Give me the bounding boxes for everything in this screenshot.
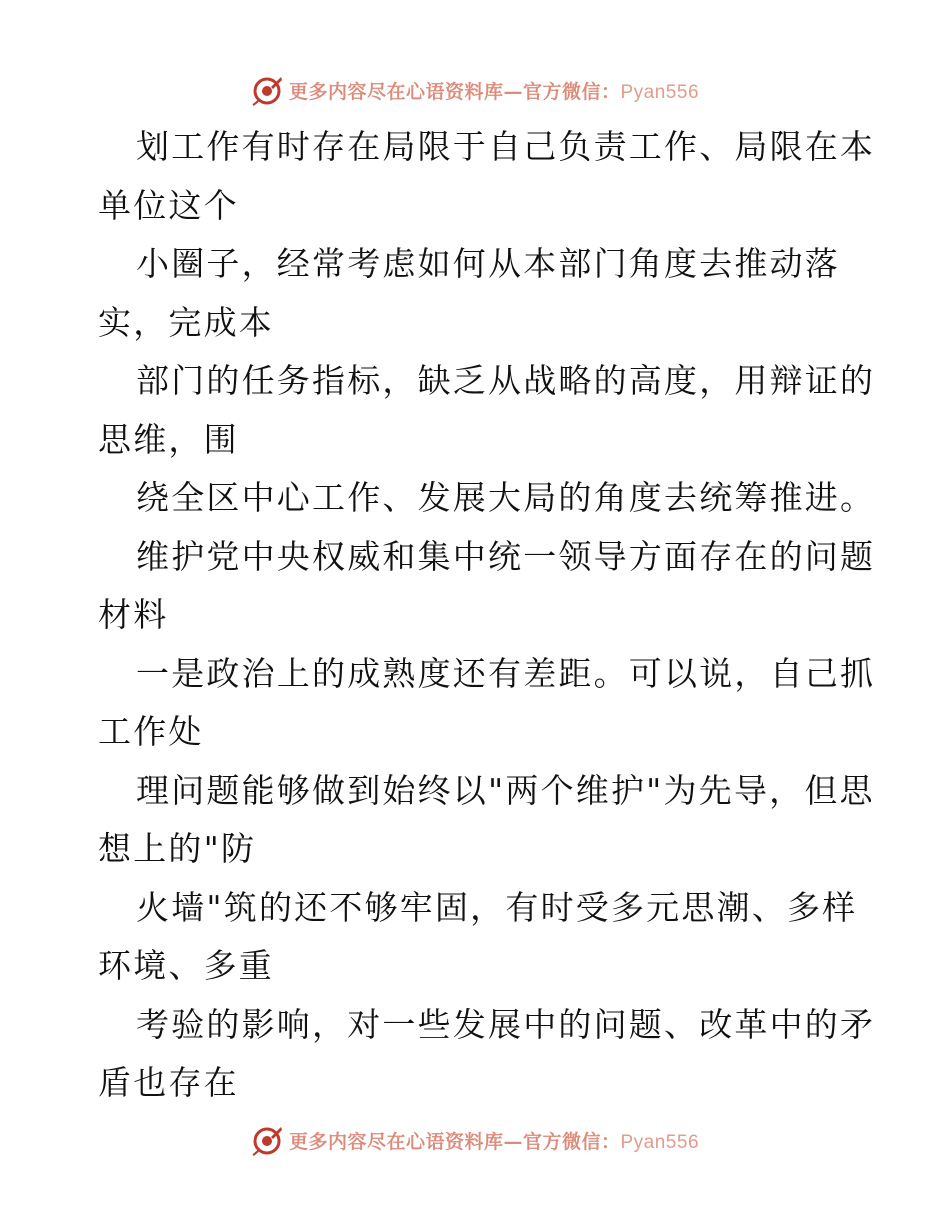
body-line: 划工作有时存在局限于自己负责工作、局限在本	[136, 127, 876, 166]
footer-banner-label: 更多内容尽在心语资料库—官方微信：	[288, 1130, 621, 1153]
body-line: 单位这个	[98, 185, 239, 225]
body-line: 实，完成本	[98, 302, 274, 342]
body-line: 绕全区中心工作、发展大局的角度去统筹推进。	[136, 478, 876, 517]
body-line: 想上的"防	[98, 829, 257, 868]
body-line: 工作处	[98, 712, 204, 751]
body-line: 部门的任务指标，缺乏从战略的高度，用辩证的	[136, 361, 876, 400]
body-line: 材料	[98, 595, 169, 634]
footer-banner-text	[289, 1127, 699, 1154]
body-line: 盾也存在	[98, 1063, 239, 1102]
body-line: 环境、多重	[98, 946, 274, 985]
pen-logo-icon	[251, 1124, 283, 1156]
pen-logo-icon	[251, 74, 283, 106]
body-line: 考验的影响，对一些发展中的问题、改革中的矛	[136, 1004, 876, 1044]
header-banner-text	[289, 77, 699, 104]
body-line: 一是政治上的成熟度还有差距。可以说，自己抓	[136, 653, 876, 693]
document-body	[98, 118, 876, 1113]
body-line: 理问题能够做到始终以"两个维护"为先导，但思	[136, 770, 875, 810]
header-banner-label: 更多内容尽在心语资料库—官方微信：	[288, 80, 621, 103]
header-banner-contact: Pyan556	[620, 81, 700, 103]
body-line: 思维，围	[98, 419, 239, 459]
body-line: 火墙"筑的还不够牢固，有时受多元思潮、多样	[136, 887, 858, 927]
body-line: 维护党中央权威和集中统一领导方面存在的问题	[136, 536, 876, 576]
footer-banner	[0, 1120, 950, 1160]
body-line: 小圈子，经常考虑如何从本部门角度去推动落	[136, 244, 840, 283]
header-banner	[0, 70, 950, 110]
footer-banner-contact: Pyan556	[620, 1131, 700, 1153]
